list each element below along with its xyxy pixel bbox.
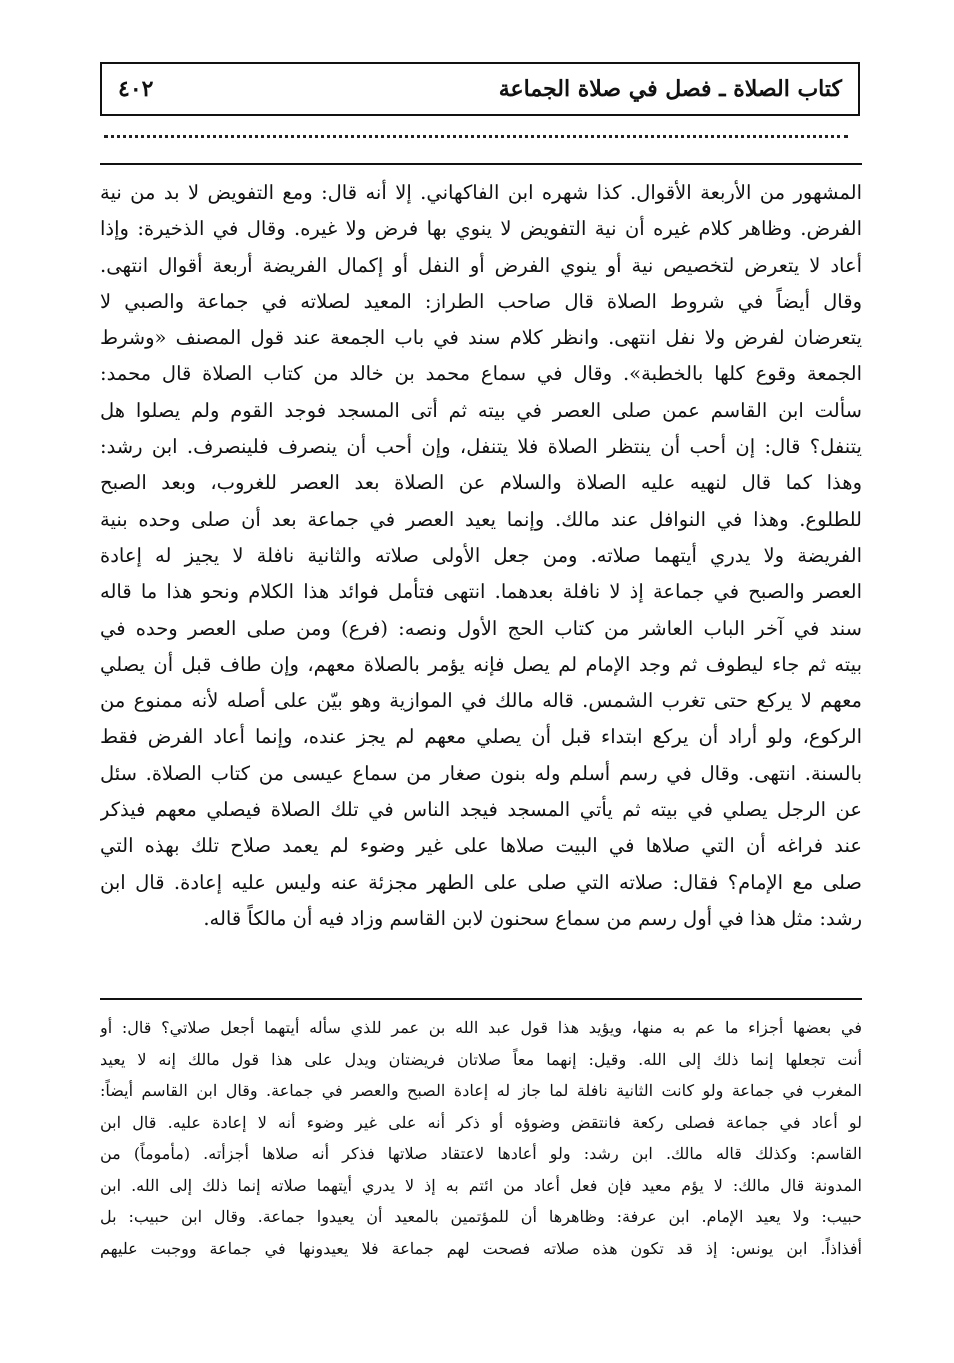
main-text-line: أعاد لا يتعرض لتخصيص نية أو ينوي الفرض أو النفل أو إكمال الفريضة أربعة أقوال انتهى.: [100, 253, 862, 277]
footnote-line: المغرب في جماعة ولو كانت الثانية نافلة لما جاز له إعادة الصبح والعصر في جماعة. وقال ابن القاسم أيضاً:: [100, 1081, 862, 1100]
main-text-line: سند في آخر الباب العاشر من كتاب الحج الأول ونصه: (فرع) ومن صلى العصر وحده في: [100, 616, 862, 640]
footnote-rule: [100, 998, 862, 1000]
footnote-line: أفذاذاً. ابن يونس: إذ قد تكون هذه صلاته فصحت لهم جماعة فلا يعيدونها في جماعة ووجبت عليهم: [100, 1238, 862, 1258]
running-header-title: كتاب الصلاة ـ فصل في صلاة الجماعة: [498, 76, 842, 102]
dotted-separator: [104, 124, 848, 138]
main-text-line: بيته ثم جاء ليطوف ثم وجد الإمام لم يصل فإنه يؤمر بالصلاة معهم، وإن طاف قبل أن يصلي: [100, 652, 862, 676]
main-text-line: عن الرجل يصلي في بيته ثم يأتي المسجد فيجد الناس في تلك الصلاة فيصلي معهم فيذكر: [100, 798, 862, 822]
running-header: [100, 62, 860, 116]
header-rule: [100, 163, 862, 165]
main-text-line: يتعرضان لفرض ولا نفل انتهى. وانظر كلام سند في باب الجمعة عند قول المصنف «وشرط: [100, 326, 862, 350]
main-text-line: الجمعة وقوع كلها بالخطبة». وقال في سماع محمد بن خالد من كتاب الصلاة قال محمد:: [100, 362, 862, 386]
main-text-line: عند فراغه أن التي صلاها في البيت صلاها على غير وضوء لم يعمد صلاح تلك بهذه التي: [100, 834, 862, 858]
footnote-line: أنت تجعلها إنما ذلك إلى الله. وقيل: إنهما معاً صلاتان فريضتان ويدل على هذا قول مالك إنه لا يعيد: [100, 1049, 862, 1069]
main-text-line: المشهور من الأربعة الأقوال. كذا شهره ابن الفاكهاني. إلا أنه قال: ومع التفويض لا بد من نية: [100, 181, 862, 204]
page-number: ٤٠٢: [118, 76, 154, 102]
main-text-line: رشد: مثل هذا في أول رسم من سماع سحنون لابن القاسم وزاد فيه أن مالكاً قاله.: [203, 906, 862, 930]
main-text: [100, 175, 862, 937]
main-text-line: بالسنة. انتهى. وقال في رسم أسلم وله بنون صغار من سماع عيسى من كتاب الصلاة. سئل: [100, 761, 862, 785]
main-text-line: للطلوع. وهذا في النوافل عند مالك. وإنما يعيد العصر في جماعة بعد أن صلى وحده بنية: [100, 507, 862, 531]
footnote-line: المدونة قال مالك: لا يؤم معيد فإن فعل أعاد من ائتم به إذ لا يدري أيتهما صلاته إنما ذلك إلى الله. ابن: [100, 1175, 862, 1195]
main-text-line: سألت ابن القاسم عمن صلى العصر في بيته ثم أتى المسجد فوجد القوم ولم يصلوا هل: [100, 398, 862, 422]
main-text-line: العصر والصبح في جماعة إذ لا نافلة بعدهما. انتهى فتأمل فوائد هذا الكلام ونحو هذا ما قاله: [100, 580, 862, 604]
main-text-line: صلى مع الإمام؟ فقال: صلاته التي صلى على الطهر مجزئة عنه وليس عليه إعادة. قال ابن: [100, 870, 862, 894]
main-text-line: الفرض. وظاهر كلام غيره أن نية التفويض لا ينوي بها فرض ولا غيره. وقال في الذخيرة: وإذا: [100, 217, 862, 241]
main-text-line: وقال أيضاً في شروط الصلاة قال صاحب الطراز: المعيد لصلاته في جماعة والصبي لا: [100, 289, 862, 313]
footnote-line: حبيب: ولا يعيد الإمام. ابن عرفة: وظاهرها أن للمؤتمين بالمعيد أن يعيدوا جماعة. وقال ابن حبيب: بل: [100, 1207, 862, 1226]
footnote-line: في بعضها أجزاء ما عم به منها، ويؤيد هذا قول عبد الله بن عمر للذي سأله أيتهما أجعل صلاتي؟ قال: أو: [100, 1018, 862, 1037]
main-text-line: الفريضة ولا يدري أيتهما صلاته. ومن جعل الأولى صلاته والثانية نافلة لا يجيز له إعادة: [100, 543, 862, 567]
main-text-line: معهم لا يركع حتى تغرب الشمس. قاله مالك في الموازية وهو بيّن على أصله لأنه ممنوع من: [100, 689, 862, 713]
footnote-text: [100, 1012, 862, 1264]
footnote-line: القاسم: وكذلك قاله مالك. ابن رشد: ولو أعادها لاعتقاد صلاتها فذكر أنه صلاها أجزأته. (مأموماً) من: [100, 1144, 862, 1163]
footnote-line: لو أعاد في جماعة فصلى ركعة فانتقض وضوؤه أو ذكر أنه على غير وضوء أنه لا إعادة عليه. قال ابن: [100, 1112, 862, 1132]
main-text-line: وهذا كما قال لنهيه عليه الصلاة والسلام عن الصلاة بعد العصر للغروب، وبعد الصبح: [100, 471, 862, 495]
main-text-line: الركوع، ولو أراد أن يركع ابتداء قبل أن يصلي معهم لم يجز عنده، وإنما أعاد الفرض فقط: [100, 725, 862, 749]
main-text-line: يتنفل؟ قال: إن أحب أن ينتظر الصلاة فلا يتنفل، وإن أحب أن ينصرف فلينصرف. ابن رشد:: [100, 435, 862, 459]
